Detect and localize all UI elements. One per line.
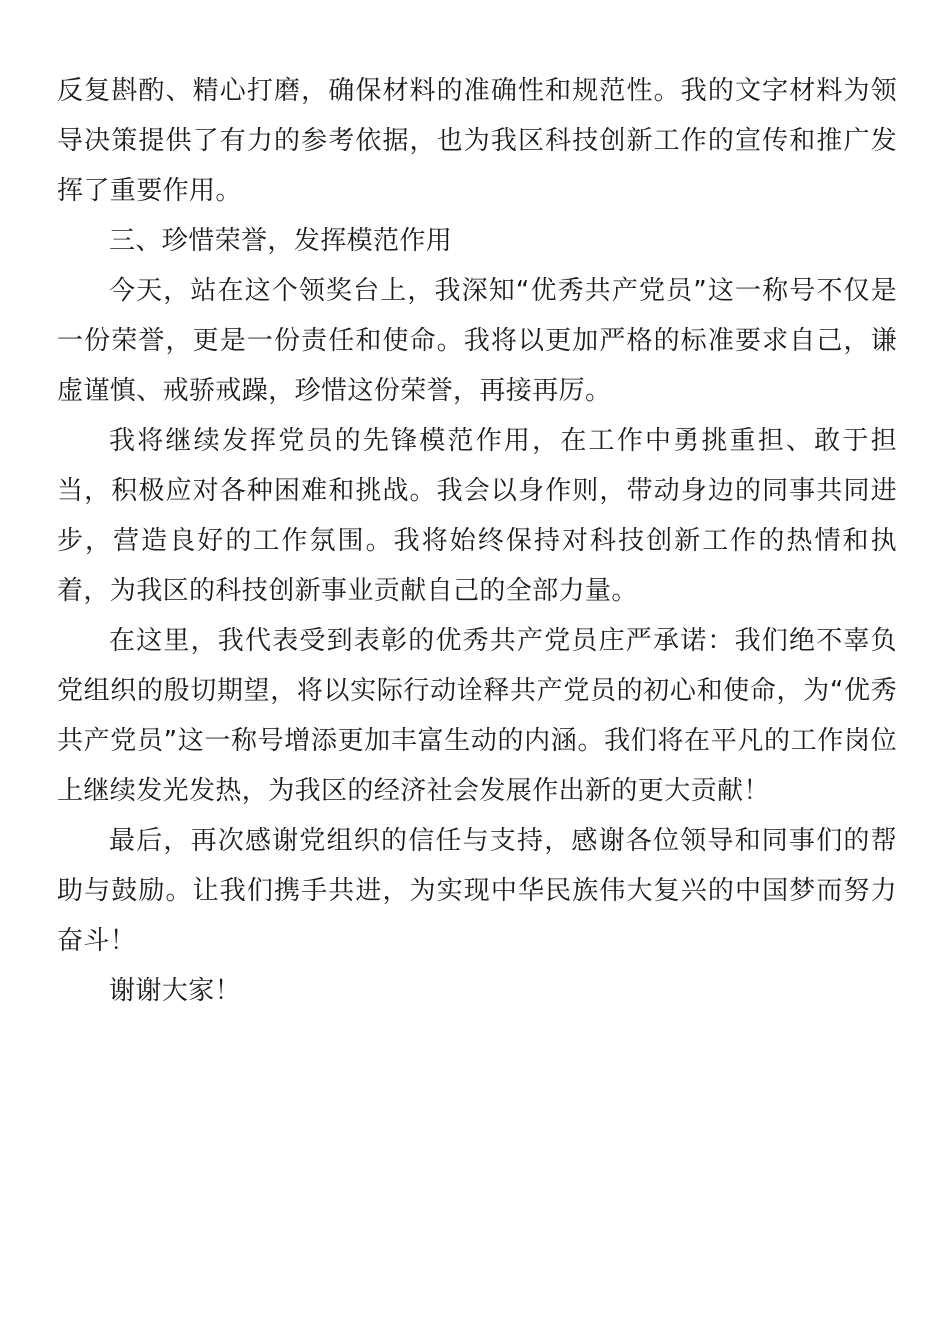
paragraph-pledge: 在这里，我代表受到表彰的优秀共产党员庄严承诺：我们绝不辜负党组织的殷切期望，将以实际行动诠释共产党员的初心和使命，为“优秀共产党员”这一称号增添更加丰富生动的内涵。我们将在平凡的工作岗位上继续发光发热，为我区的经济社会发展作出新的更大贡献！ bbox=[57, 626, 897, 806]
paragraph-vanguard: 我将继续发挥党员的先锋模范作用，在工作中勇挑重担、敢于担当，积极应对各种困难和挑战。我会以身作则，带动身边的同事共同进步，营造良好的工作氛围。我将始终保持对科技创新工作的热情和执着，为我区的科技创新事业贡献自己的全部力量。 bbox=[57, 426, 897, 606]
paragraph-thanks: 最后，再次感谢党组织的信任与支持，感谢各位领导和同事们的帮助与鼓励。让我们携手共进，为实现中华民族伟大复兴的中国梦而努力奋斗！ bbox=[57, 826, 897, 956]
section-heading: 三、珍惜荣誉，发挥模范作用 bbox=[109, 226, 453, 256]
paragraph-honor: 今天，站在这个领奖台上，我深知“优秀共产党员”这一称号不仅是一份荣誉，更是一份责任和使命。我将以更加严格的标准要求自己，谦虚谨慎、戒骄戒躁，珍惜这份荣誉，再接再厉。 bbox=[57, 276, 897, 406]
paragraph-closing: 谢谢大家！ bbox=[109, 976, 242, 1006]
paragraph-continuation: 反复斟酌、精心打磨，确保材料的准确性和规范性。我的文字材料为领导决策提供了有力的参考依据，也为我区科技创新工作的宣传和推广发挥了重要作用。 bbox=[57, 76, 897, 206]
document-body bbox=[57, 66, 897, 1016]
